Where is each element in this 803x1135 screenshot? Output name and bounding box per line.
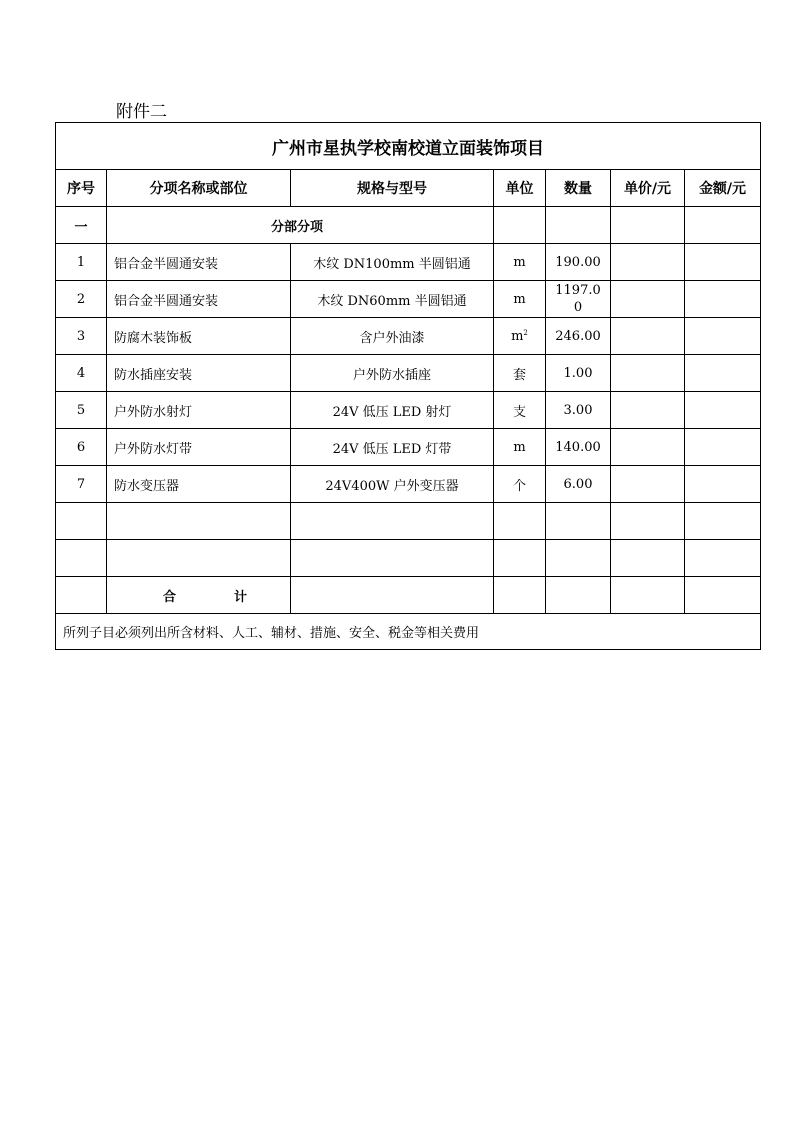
row-spec: 含户外油漆 xyxy=(291,318,494,355)
total-label xyxy=(107,577,291,614)
total-seq xyxy=(56,577,107,614)
table-row xyxy=(56,429,761,466)
row-amount[interactable] xyxy=(685,355,761,392)
row-seq: 2 xyxy=(56,281,107,318)
empty-row xyxy=(56,540,761,577)
row-qty: 140.00 xyxy=(546,429,611,466)
row-seq: 6 xyxy=(56,429,107,466)
row-qty: 6.00 xyxy=(546,466,611,503)
empty-cell[interactable] xyxy=(546,540,611,577)
row-unit-price[interactable] xyxy=(611,318,685,355)
empty-cell[interactable] xyxy=(107,540,291,577)
row-unit: m xyxy=(494,281,546,318)
empty-cell[interactable] xyxy=(291,503,494,540)
total-char-1: 合 xyxy=(163,589,177,605)
attachment-label: 附件二 xyxy=(116,102,167,122)
row-spec: 24V400W 户外变压器 xyxy=(291,466,494,503)
empty-cell[interactable] xyxy=(685,540,761,577)
row-unit-superscript: 2 xyxy=(523,328,528,337)
row-unit-price[interactable] xyxy=(611,429,685,466)
row-spec: 木纹 DN100mm 半圆铝通 xyxy=(291,244,494,281)
row-amount[interactable] xyxy=(685,318,761,355)
total-unit-price[interactable] xyxy=(611,577,685,614)
row-amount[interactable] xyxy=(685,429,761,466)
header-spec: 规格与型号 xyxy=(291,170,494,207)
row-qty-value: 1197.00 xyxy=(555,283,601,315)
empty-cell[interactable] xyxy=(56,540,107,577)
row-unit-base: m xyxy=(511,328,524,344)
row-seq: 5 xyxy=(56,392,107,429)
table-row xyxy=(56,392,761,429)
table-note: 所列子目必须列出所含材料、人工、辅材、措施、安全、税金等相关费用 xyxy=(56,614,761,650)
row-name: 户外防水灯带 xyxy=(107,429,291,466)
row-qty xyxy=(546,281,611,318)
section-unit xyxy=(494,207,546,244)
row-name: 防水变压器 xyxy=(107,466,291,503)
quotation-table xyxy=(55,122,761,650)
row-unit: m xyxy=(494,244,546,281)
row-seq: 7 xyxy=(56,466,107,503)
table-title: 广州市星执学校南校道立面装饰项目 xyxy=(56,123,761,170)
empty-cell[interactable] xyxy=(56,503,107,540)
row-spec: 木纹 DN60mm 半圆铝通 xyxy=(291,281,494,318)
total-qty xyxy=(546,577,611,614)
row-unit: 个 xyxy=(494,466,546,503)
row-name: 防腐木装饰板 xyxy=(107,318,291,355)
row-unit: 支 xyxy=(494,392,546,429)
row-unit xyxy=(494,318,546,355)
row-unit: 套 xyxy=(494,355,546,392)
empty-cell[interactable] xyxy=(611,540,685,577)
empty-cell[interactable] xyxy=(494,503,546,540)
row-name: 防水插座安装 xyxy=(107,355,291,392)
header-name: 分项名称或部位 xyxy=(107,170,291,207)
section-name: 分部分项 xyxy=(107,207,494,244)
empty-cell[interactable] xyxy=(107,503,291,540)
row-seq: 1 xyxy=(56,244,107,281)
empty-cell[interactable] xyxy=(611,503,685,540)
row-unit: m xyxy=(494,429,546,466)
row-spec: 24V 低压 LED 灯带 xyxy=(291,429,494,466)
row-amount[interactable] xyxy=(685,244,761,281)
row-unit-price[interactable] xyxy=(611,281,685,318)
table-row xyxy=(56,318,761,355)
table-row xyxy=(56,244,761,281)
header-unit-price: 单价/元 xyxy=(611,170,685,207)
row-qty: 190.00 xyxy=(546,244,611,281)
row-unit-price[interactable] xyxy=(611,392,685,429)
row-amount[interactable] xyxy=(685,392,761,429)
row-spec: 户外防水插座 xyxy=(291,355,494,392)
total-amount[interactable] xyxy=(685,577,761,614)
table-row xyxy=(56,281,761,318)
row-qty: 246.00 xyxy=(546,318,611,355)
total-spec xyxy=(291,577,494,614)
header-qty: 数量 xyxy=(546,170,611,207)
row-name: 户外防水射灯 xyxy=(107,392,291,429)
section-amount xyxy=(685,207,761,244)
header-row xyxy=(56,170,761,207)
row-name: 铝合金半圆通安装 xyxy=(107,281,291,318)
empty-cell[interactable] xyxy=(546,503,611,540)
section-seq: 一 xyxy=(56,207,107,244)
row-name: 铝合金半圆通安装 xyxy=(107,244,291,281)
row-seq: 3 xyxy=(56,318,107,355)
empty-row xyxy=(56,503,761,540)
header-unit: 单位 xyxy=(494,170,546,207)
row-amount[interactable] xyxy=(685,466,761,503)
row-unit-price[interactable] xyxy=(611,244,685,281)
section-row xyxy=(56,207,761,244)
table-row xyxy=(56,466,761,503)
header-amount: 金额/元 xyxy=(685,170,761,207)
section-unit-price xyxy=(611,207,685,244)
total-unit xyxy=(494,577,546,614)
row-qty: 3.00 xyxy=(546,392,611,429)
empty-cell[interactable] xyxy=(494,540,546,577)
header-seq: 序号 xyxy=(56,170,107,207)
row-seq: 4 xyxy=(56,355,107,392)
empty-cell[interactable] xyxy=(291,540,494,577)
section-qty xyxy=(546,207,611,244)
row-spec: 24V 低压 LED 射灯 xyxy=(291,392,494,429)
empty-cell[interactable] xyxy=(685,503,761,540)
row-unit-price[interactable] xyxy=(611,466,685,503)
row-unit-price[interactable] xyxy=(611,355,685,392)
note-row xyxy=(56,614,761,650)
row-qty: 1.00 xyxy=(546,355,611,392)
row-amount[interactable] xyxy=(685,281,761,318)
total-row xyxy=(56,577,761,614)
table-row xyxy=(56,355,761,392)
total-char-2: 计 xyxy=(234,589,248,605)
